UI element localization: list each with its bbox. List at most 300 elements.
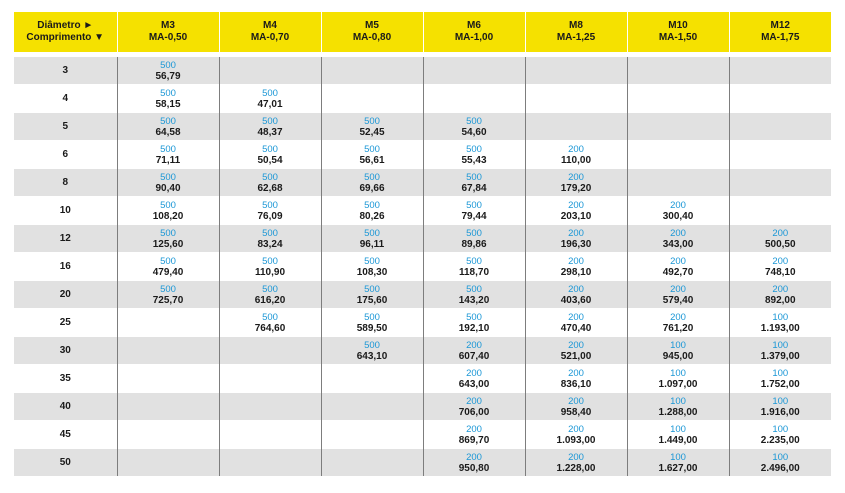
unit-price: 56,79 <box>155 70 181 82</box>
price-cell <box>219 281 321 309</box>
pack-quantity: 100 <box>772 367 789 379</box>
unit-price: 175,60 <box>356 294 388 306</box>
unit-price: 80,26 <box>359 210 385 222</box>
column-size-label: M10 <box>668 20 688 31</box>
unit-price: 192,10 <box>458 322 490 334</box>
price-cell <box>117 141 219 169</box>
price-cell <box>729 57 831 85</box>
pack-quantity: 200 <box>568 283 584 295</box>
row-length-label: 50 <box>14 449 117 477</box>
pack-quantity: 500 <box>262 227 278 239</box>
row-length-label: 8 <box>14 169 117 197</box>
table-row <box>14 449 831 477</box>
price-cell <box>627 309 729 337</box>
unit-price: 725,70 <box>152 294 184 306</box>
price-cell <box>219 57 321 85</box>
price-cell <box>219 337 321 365</box>
unit-price: 1.097,00 <box>658 378 698 390</box>
price-cell <box>627 113 729 141</box>
column-thread-label: MA-0,50 <box>148 32 188 43</box>
column-thread-label: MA-1,50 <box>658 32 698 43</box>
column-size-label: M5 <box>365 20 379 31</box>
price-cell <box>117 365 219 393</box>
table-row <box>14 393 831 421</box>
pack-quantity: 100 <box>670 395 686 407</box>
price-cell <box>627 197 729 225</box>
price-cell <box>117 421 219 449</box>
unit-price: 69,66 <box>359 182 385 194</box>
price-cell <box>729 281 831 309</box>
price-cell <box>525 225 627 253</box>
column-size-label: M6 <box>467 20 481 31</box>
unit-price: 118,70 <box>458 266 490 278</box>
pack-quantity: 100 <box>670 367 686 379</box>
pack-quantity: 200 <box>466 395 482 407</box>
price-cell <box>627 85 729 113</box>
row-length-label: 35 <box>14 365 117 393</box>
table-row <box>14 281 831 309</box>
unit-price: 203,10 <box>560 210 592 222</box>
row-length-label: 30 <box>14 337 117 365</box>
pack-quantity: 200 <box>568 255 584 267</box>
table-row <box>14 85 831 113</box>
column-header-1 <box>219 12 321 52</box>
pack-quantity: 200 <box>670 311 686 323</box>
header-row <box>14 12 831 52</box>
price-cell <box>525 113 627 141</box>
unit-price: 492,70 <box>662 266 694 278</box>
price-cell <box>321 309 423 337</box>
pack-quantity: 200 <box>568 143 584 155</box>
price-cell <box>423 113 525 141</box>
table-row <box>14 113 831 141</box>
unit-price: 764,60 <box>254 322 286 334</box>
table-row <box>14 197 831 225</box>
unit-price: 56,61 <box>359 154 385 166</box>
price-cell <box>117 169 219 197</box>
price-cell <box>729 449 831 477</box>
pack-quantity: 500 <box>262 311 278 323</box>
unit-price: 892,00 <box>764 294 796 306</box>
price-cell <box>423 309 525 337</box>
price-cell <box>525 281 627 309</box>
pack-quantity: 500 <box>364 115 380 127</box>
unit-price: 521,00 <box>560 350 592 362</box>
unit-price: 110,00 <box>560 154 592 166</box>
price-cell <box>321 393 423 421</box>
unit-price: 1.093,00 <box>556 434 596 446</box>
column-thread-label: MA-1,25 <box>556 32 596 43</box>
price-cell <box>627 57 729 85</box>
price-cell <box>525 393 627 421</box>
price-cell <box>117 281 219 309</box>
unit-price: 2.496,00 <box>760 462 800 474</box>
row-length-label: 6 <box>14 141 117 169</box>
column-thread-label: MA-1,75 <box>761 32 800 43</box>
pack-quantity: 200 <box>466 451 482 463</box>
unit-price: 62,68 <box>257 182 283 194</box>
corner-length-label: Comprimento ▼ <box>26 32 105 43</box>
row-length-label: 25 <box>14 309 117 337</box>
pack-quantity: 500 <box>466 311 482 323</box>
price-cell <box>627 365 729 393</box>
unit-price: 108,20 <box>152 210 184 222</box>
price-cell <box>219 169 321 197</box>
pack-quantity: 500 <box>160 171 176 183</box>
price-cell <box>627 141 729 169</box>
price-cell <box>117 337 219 365</box>
price-cell <box>423 449 525 477</box>
pack-quantity: 500 <box>466 283 482 295</box>
unit-price: 1.379,00 <box>760 350 800 362</box>
row-length-label: 5 <box>14 113 117 141</box>
column-header-4 <box>525 12 627 52</box>
column-header-3 <box>423 12 525 52</box>
pack-quantity: 200 <box>568 339 584 351</box>
unit-price: 83,24 <box>257 238 283 250</box>
table-row <box>14 337 831 365</box>
pack-quantity: 200 <box>568 311 584 323</box>
price-cell <box>117 57 219 85</box>
unit-price: 470,40 <box>560 322 592 334</box>
price-cell <box>525 85 627 113</box>
column-thread-label: MA-1,00 <box>454 32 494 43</box>
unit-price: 1.627,00 <box>658 462 698 474</box>
price-cell <box>117 113 219 141</box>
unit-price: 479,40 <box>152 266 184 278</box>
unit-price: 71,11 <box>155 154 181 166</box>
price-cell <box>423 141 525 169</box>
unit-price: 1.228,00 <box>556 462 596 474</box>
price-cell <box>321 225 423 253</box>
price-cell <box>729 113 831 141</box>
price-cell <box>321 365 423 393</box>
price-cell <box>219 225 321 253</box>
price-cell <box>321 169 423 197</box>
unit-price: 300,40 <box>662 210 694 222</box>
price-cell <box>627 421 729 449</box>
column-size-label: M3 <box>161 20 175 31</box>
price-cell <box>627 393 729 421</box>
price-cell <box>627 449 729 477</box>
unit-price: 298,10 <box>560 266 592 278</box>
price-cell <box>525 141 627 169</box>
row-length-label: 4 <box>14 85 117 113</box>
price-cell <box>525 169 627 197</box>
price-cell <box>117 449 219 477</box>
price-cell <box>321 197 423 225</box>
price-cell <box>219 393 321 421</box>
pack-quantity: 500 <box>364 227 380 239</box>
column-size-label: M4 <box>263 20 277 31</box>
unit-price: 748,10 <box>764 266 796 278</box>
unit-price: 125,60 <box>152 238 184 250</box>
price-cell <box>729 253 831 281</box>
pack-quantity: 500 <box>262 255 278 267</box>
pack-quantity: 500 <box>364 143 380 155</box>
price-cell <box>423 337 525 365</box>
pack-quantity: 500 <box>364 171 380 183</box>
pack-quantity: 500 <box>160 255 176 267</box>
price-cell <box>729 393 831 421</box>
column-header-6 <box>729 12 831 52</box>
table-row <box>14 309 831 337</box>
unit-price: 579,40 <box>662 294 694 306</box>
column-thread-label: MA-0,70 <box>250 32 290 43</box>
price-cell <box>321 337 423 365</box>
row-length-label: 40 <box>14 393 117 421</box>
corner-diameter-label: Diâmetro ► <box>37 20 94 31</box>
pack-quantity: 500 <box>262 87 278 99</box>
price-cell <box>219 113 321 141</box>
pack-quantity: 500 <box>262 115 278 127</box>
unit-price: 643,10 <box>356 350 388 362</box>
price-cell <box>729 309 831 337</box>
price-cell <box>525 309 627 337</box>
table-row <box>14 365 831 393</box>
unit-price: 1.288,00 <box>658 406 698 418</box>
column-size-label: M12 <box>770 20 790 31</box>
price-cell <box>525 57 627 85</box>
unit-price: 1.752,00 <box>760 378 800 390</box>
pack-quantity: 100 <box>772 339 789 351</box>
price-cell <box>117 197 219 225</box>
table-row <box>14 225 831 253</box>
price-cell <box>729 169 831 197</box>
unit-price: 76,09 <box>257 210 283 222</box>
price-cell <box>525 365 627 393</box>
price-cell <box>321 253 423 281</box>
unit-price: 179,20 <box>560 182 592 194</box>
pack-quantity: 200 <box>772 255 789 267</box>
price-cell <box>321 85 423 113</box>
unit-price: 403,60 <box>560 294 592 306</box>
price-cell <box>117 85 219 113</box>
pack-quantity: 200 <box>466 423 482 435</box>
price-cell <box>423 225 525 253</box>
price-cell <box>117 225 219 253</box>
price-cell <box>423 85 525 113</box>
pack-quantity: 200 <box>568 451 584 463</box>
pack-quantity: 200 <box>772 283 789 295</box>
pack-quantity: 500 <box>466 227 482 239</box>
pack-quantity: 500 <box>364 339 380 351</box>
table-row <box>14 141 831 169</box>
corner-header <box>14 12 117 52</box>
unit-price: 836,10 <box>560 378 592 390</box>
unit-price: 79,44 <box>461 210 487 222</box>
unit-price: 607,40 <box>458 350 490 362</box>
price-cell <box>219 253 321 281</box>
unit-price: 958,40 <box>560 406 592 418</box>
pack-quantity: 200 <box>670 255 686 267</box>
row-length-label: 16 <box>14 253 117 281</box>
price-cell <box>321 281 423 309</box>
unit-price: 48,37 <box>257 126 283 138</box>
unit-price: 869,70 <box>458 434 490 446</box>
price-cell <box>219 309 321 337</box>
pack-quantity: 500 <box>160 283 176 295</box>
pack-quantity: 200 <box>568 199 584 211</box>
pack-quantity: 500 <box>160 143 176 155</box>
pack-quantity: 200 <box>466 339 482 351</box>
pack-quantity: 500 <box>364 199 380 211</box>
pack-quantity: 500 <box>262 171 278 183</box>
price-cell <box>321 113 423 141</box>
price-cell <box>525 253 627 281</box>
unit-price: 67,84 <box>461 182 487 194</box>
unit-price: 64,58 <box>155 126 181 138</box>
price-cell <box>321 57 423 85</box>
price-cell <box>423 169 525 197</box>
pack-quantity: 500 <box>364 255 380 267</box>
unit-price: 589,50 <box>356 322 388 334</box>
price-cell <box>627 281 729 309</box>
price-cell <box>423 365 525 393</box>
pack-quantity: 200 <box>568 227 584 239</box>
pack-quantity: 200 <box>568 367 584 379</box>
unit-price: 945,00 <box>662 350 694 362</box>
price-table <box>14 12 831 476</box>
price-cell <box>219 421 321 449</box>
unit-price: 706,00 <box>458 406 490 418</box>
price-cell <box>627 225 729 253</box>
unit-price: 54,60 <box>461 126 487 138</box>
price-cell <box>117 309 219 337</box>
pack-quantity: 500 <box>262 143 278 155</box>
unit-price: 950,80 <box>458 462 490 474</box>
price-cell <box>729 421 831 449</box>
price-cell <box>729 365 831 393</box>
price-cell <box>117 393 219 421</box>
price-cell <box>525 197 627 225</box>
unit-price: 2.235,00 <box>760 434 800 446</box>
pack-quantity: 500 <box>466 199 482 211</box>
pack-quantity: 100 <box>670 451 686 463</box>
pack-quantity: 500 <box>160 227 176 239</box>
price-cell <box>627 253 729 281</box>
unit-price: 1.449,00 <box>658 434 698 446</box>
unit-price: 1.193,00 <box>760 322 800 334</box>
pack-quantity: 200 <box>568 423 584 435</box>
pack-quantity: 500 <box>160 59 176 71</box>
column-thread-label: MA-0,80 <box>352 32 392 43</box>
price-cell <box>627 337 729 365</box>
unit-price: 47,01 <box>257 98 283 110</box>
pack-quantity: 500 <box>160 87 176 99</box>
unit-price: 96,11 <box>359 238 385 250</box>
table-body <box>14 52 831 476</box>
table-row <box>14 253 831 281</box>
pack-quantity: 200 <box>466 367 482 379</box>
unit-price: 761,20 <box>662 322 694 334</box>
pack-quantity: 200 <box>568 171 584 183</box>
column-header-0 <box>117 12 219 52</box>
pack-quantity: 500 <box>466 255 482 267</box>
unit-price: 1.916,00 <box>760 406 800 418</box>
column-header-2 <box>321 12 423 52</box>
price-cell <box>423 281 525 309</box>
row-length-label: 45 <box>14 421 117 449</box>
pack-quantity: 500 <box>466 171 482 183</box>
pack-quantity: 500 <box>466 143 482 155</box>
price-cell <box>423 393 525 421</box>
pack-quantity: 500 <box>364 283 380 295</box>
row-length-label: 10 <box>14 197 117 225</box>
unit-price: 90,40 <box>155 182 181 194</box>
price-cell <box>729 337 831 365</box>
pack-quantity: 500 <box>160 199 176 211</box>
table-row <box>14 421 831 449</box>
price-cell <box>219 197 321 225</box>
pack-quantity: 200 <box>772 227 789 239</box>
pack-quantity: 200 <box>568 395 584 407</box>
pack-quantity: 100 <box>772 423 789 435</box>
column-size-label: M8 <box>569 20 583 31</box>
price-cell <box>321 421 423 449</box>
price-cell <box>525 421 627 449</box>
price-cell <box>219 365 321 393</box>
pack-quantity: 200 <box>670 227 686 239</box>
price-cell <box>627 169 729 197</box>
pack-quantity: 100 <box>670 339 686 351</box>
unit-price: 643,00 <box>458 378 490 390</box>
price-cell <box>525 449 627 477</box>
price-cell <box>729 225 831 253</box>
price-cell <box>321 449 423 477</box>
unit-price: 50,54 <box>257 154 283 166</box>
unit-price: 616,20 <box>254 294 286 306</box>
price-cell <box>321 141 423 169</box>
unit-price: 196,30 <box>560 238 592 250</box>
price-cell <box>423 253 525 281</box>
price-cell <box>423 197 525 225</box>
price-cell <box>117 253 219 281</box>
table-row <box>14 169 831 197</box>
unit-price: 52,45 <box>359 126 385 138</box>
unit-price: 55,43 <box>461 154 487 166</box>
row-length-label: 3 <box>14 57 117 85</box>
unit-price: 58,15 <box>155 98 181 110</box>
price-table-container <box>14 12 829 476</box>
price-cell <box>219 85 321 113</box>
pack-quantity: 100 <box>670 423 686 435</box>
price-cell <box>729 85 831 113</box>
row-length-label: 20 <box>14 281 117 309</box>
pack-quantity: 500 <box>466 115 482 127</box>
price-cell <box>525 337 627 365</box>
price-cell <box>219 141 321 169</box>
unit-price: 110,90 <box>254 266 286 278</box>
unit-price: 343,00 <box>662 238 694 250</box>
pack-quantity: 200 <box>670 283 686 295</box>
column-header-5 <box>627 12 729 52</box>
price-cell <box>219 449 321 477</box>
price-cell <box>423 57 525 85</box>
pack-quantity: 200 <box>670 199 686 211</box>
pack-quantity: 100 <box>772 311 789 323</box>
pack-quantity: 500 <box>160 115 176 127</box>
price-cell <box>729 197 831 225</box>
row-length-label: 12 <box>14 225 117 253</box>
unit-price: 500,50 <box>764 238 796 250</box>
price-cell <box>423 421 525 449</box>
pack-quantity: 500 <box>262 199 278 211</box>
price-cell <box>729 141 831 169</box>
pack-quantity: 500 <box>262 283 278 295</box>
pack-quantity: 100 <box>772 451 789 463</box>
pack-quantity: 500 <box>364 311 380 323</box>
